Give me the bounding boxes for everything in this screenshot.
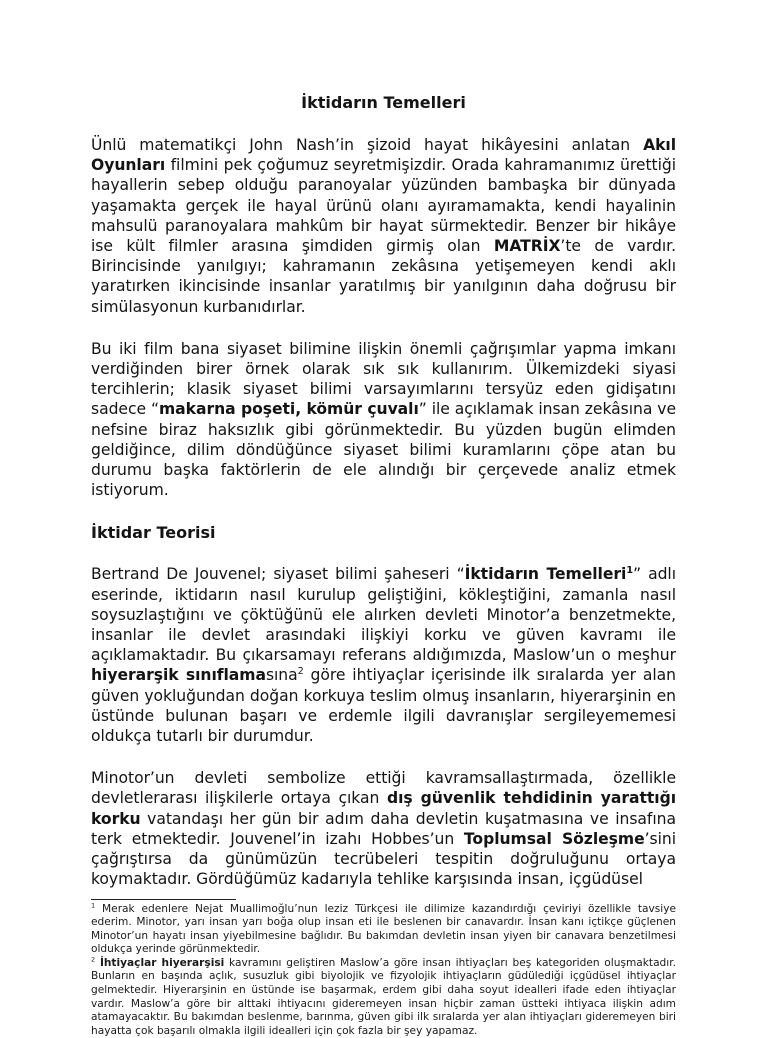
text-run: filmini pek çoğumuz seyretmişizdir. Orada kahramanımız ürettiği hayallerin sebep olduğu paranoyalar yüzünden bambaşka bir dünyada yaşamakta gerçek ile hayal ürünü olanı ayıramamakta, kendi hayalinin mahsulü paranoyalara mahkûm bir hayat sürmektedir. Benzer bir hikâye ise kült filmler arasına şimdiden girmiş olan (91, 156, 676, 256)
text-run: sına (265, 666, 298, 685)
section-heading: İktidar Teorisi (91, 523, 216, 543)
footnote-1 (91, 900, 676, 957)
footnote-bold-term: İhtiyaçlar hiyerarşisi (99, 956, 225, 969)
text-run: Bertrand De Jouvenel; siyaset bilimi şaheseri “ (91, 565, 465, 584)
bold-phrase: makarna poşeti, kömür çuvalı (158, 400, 419, 419)
bold-film-title: MATRİX (493, 237, 561, 256)
paragraph-4 (91, 768, 676, 889)
text-run: ” ile açıklamak insan zekâsına ve nefsine biraz haksızlık gibi görünmektedir. Bu yüzden bugün elimden geldiğince, dilim döndüğünce siyaset bilimi kuramlarını çöpe atan bu durumu başka faktörlerin de ele alındığı bir çerçevede analiz etmek istiyorum. (91, 400, 676, 500)
text-run: ” adlı eserinde, iktidarın nasıl kurulup geliştiğini, kökleştiğini, zamanla nasıl soysuzlaştığını ve çöktüğünü ele alırken devleti Minotor’a benzetmekte, insanlar ile devlet arasındaki ilişkiyi korku ve güven kavramı ile açıklamaktadır. Bu çıkarsamayı referans aldığımızda, Maslow’un o meşhur (91, 565, 676, 665)
footnote-ref-2[interactable]: 2 (297, 666, 304, 678)
text-run: Ünlü matematikçi John Nash’in şizoid hayat hikâyesini anlatan (91, 136, 644, 154)
paragraph-3 (91, 564, 676, 746)
text-run: göre ihtiyaçlar içerisinde ilk sıralarda yer alan güven yokluğundan doğan korkuya teslim olmuş insanların, hiyerarşinin en üstünde bulunan başarı ve erdemle ilgili davranışlar sergileyememesi oldukça tutarlı bir durumdur. (91, 666, 676, 746)
footnote-number: 1 (91, 900, 96, 909)
footnote-text: Merak edenlere Nejat Muallimoğlu’nun leziz Türkçesi ile dilimize kazandırdığı çeviriyi özellikle tavsiye ederim. Minotor, yarı insan yarı boğa olup insan eti ile beslenen bir canavardır. İnsan kanı içtikçe güçlenen Minotor’un hayatı insan yiyebilmesine bağlıdır. Bu bakımdan devletin insan yiyen bir canavara benzetilmesi oldukça yerinde görünmektedir. (91, 902, 676, 956)
text-run: İktidarın Temelleri (464, 565, 627, 584)
footnote-divider (91, 899, 236, 900)
footnote-ref-1[interactable]: 1 (626, 565, 633, 577)
text-run: vatandaşı her gün bir adım daha devletin kuşatmasına ve insafına terk etmektedir. Jouvenel’in izahı Hobbes’un (91, 809, 676, 848)
text-run: Minotor’un devleti sembolize ettiği kavramsallaştırmada, özellikle devletlerarası ilişkilerle ortaya çıkan (91, 769, 676, 808)
bold-book-title (465, 565, 633, 583)
bold-film-title: Akıl Oyunları (91, 136, 676, 175)
bold-term: hiyerarşik sınıflama (91, 666, 266, 685)
paragraph-2 (91, 339, 676, 501)
text-run: ’te de vardır. Birincisinde yanılgıyı; kahramanın zekâsına yetişemeyen kendi aklı yaratırken ikincisinde insanlar yaratılmış bir yanılgının daha doğrusu bir simülasyonun kurbanıdırlar. (91, 237, 676, 316)
text-run: Bu iki film bana siyaset bilimine ilişkin önemli çağrışımlar yapma imkanı verdiğinden birer örnek olarak sık sık kullanırım. Ülkemizdeki siyasi tercihlerin; klasik siyaset bilimi varsayımlarını tersyüz eden gidişatını sadece “ (91, 339, 676, 419)
bold-phrase: dış güvenlik tehdidinin yarattığı korku (91, 789, 676, 828)
text-run: ’sini çağrıştırsa da günümüzün tecrübeleri tespitin doğruluğunu ortaya koymaktadır. Gördüğümüz kadarıyla tehlike karşısında insan, içgüdüsel (91, 829, 676, 889)
paragraph-1 (91, 135, 676, 317)
document-title: İktidarın Temelleri (301, 93, 466, 112)
footnote-number: 2 (91, 955, 96, 964)
footnote-2 (91, 957, 676, 1038)
footnote-text: kavramını geliştiren Maslow’a göre insan ihtiyaçları beş kategoriden oluşmaktadır. Bunların en başında açlık, susuzluk gibi biyolojik ve fizyolojik ihtiyaçların güdülediği içgüdüsel ihtiyaçlar gelmektedir. Hiyerarşinin en üstünde ise başarmak, erdem gibi daha soyut idealleri ifade eden ihtiyaçlar vardır. Maslow’a göre bir alttaki ihtiyacını gideremeyen insan hiçbir zaman üstteki ihtiyaca ilişkin adım atamayacaktır. Bu bakımdan beslenme, barınma, güven gibi ilk sıralarda yer alan ihtiyaçları gideremeyen biri hayatta çok başarılı olmakla ilgili idealleri için çok fazla bir şey yapamaz. (91, 956, 676, 1037)
bold-book-title: Toplumsal Sözleşme (463, 829, 645, 848)
